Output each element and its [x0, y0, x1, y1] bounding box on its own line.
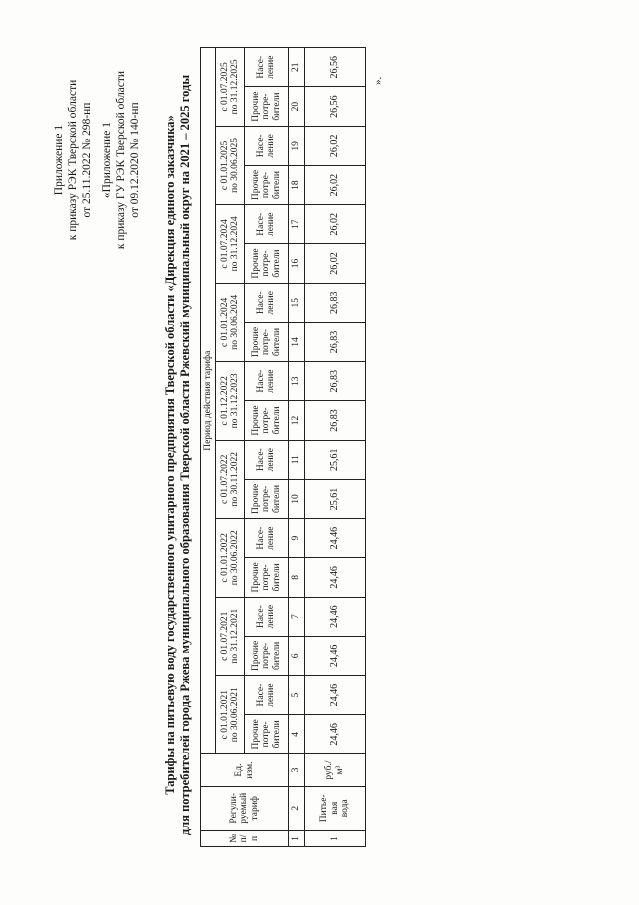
period-header: [216, 205, 244, 283]
column-number: 20: [289, 87, 304, 126]
header-other-line: Прочие: [250, 248, 261, 279]
column-number: 1: [289, 830, 304, 846]
appendix2-line: к приказу ГУ РЭК Тверской области: [115, 70, 127, 250]
header-other-line: потре-: [261, 485, 272, 512]
header-population-line: Насе-: [255, 134, 266, 158]
column-number: 10: [289, 479, 304, 518]
header-population-line: Насе-: [255, 369, 266, 393]
row-tariff-line: вая: [329, 801, 340, 815]
tariff-value: 26,56: [304, 48, 365, 87]
period-from: с 01.01.2025: [219, 140, 230, 191]
period-from: с 01.07.2022: [219, 454, 230, 504]
tariff-value: 26,83: [304, 322, 365, 361]
row-unit-line: м³: [334, 765, 345, 775]
header-population-line: Насе-: [255, 526, 266, 550]
header-unit-line: Ед.: [234, 763, 245, 777]
column-number: 4: [289, 715, 304, 754]
tariff-value: 26,56: [304, 87, 365, 126]
header-other-consumers: [244, 636, 289, 675]
header-other-line: Прочие: [250, 640, 261, 671]
column-number: 14: [289, 322, 304, 361]
header-population-line: ление: [266, 212, 277, 236]
row-unit: [304, 754, 365, 786]
header-population-line: Насе-: [255, 605, 266, 629]
header-population: [244, 126, 289, 165]
header-population-line: Насе-: [255, 683, 266, 707]
appendix1-line: к приказу РЭК Тверской области: [67, 79, 79, 241]
header-other-consumers: [244, 558, 289, 597]
header-population: [244, 283, 289, 322]
period-from: с 01.07.2021: [219, 611, 230, 661]
row-num: 1: [304, 830, 365, 846]
column-number: 3: [289, 754, 304, 786]
period-header: [216, 675, 244, 753]
appendix1-line: от 25.11.2022 № 298-нп: [81, 102, 93, 218]
header-other-line: потре-: [261, 328, 272, 356]
header-tariff-line: руемый: [239, 792, 250, 824]
period-to: по 31.12.2023: [229, 373, 240, 429]
column-number: 12: [289, 401, 304, 440]
period-from: с 01.12.2022: [219, 376, 230, 426]
header-other-line: бители: [271, 92, 282, 121]
header-other-line: бители: [271, 484, 282, 513]
period-to: по 31.12.2021: [229, 608, 240, 664]
period-from: с 01.01.2024: [219, 297, 230, 348]
title-line-2: для потребителей города Ржева муниципального образования Тверской области Ржевский муниципальный округ на 2021 – 2025 годы: [178, 74, 192, 836]
period-to: по 30.06.2025: [229, 137, 240, 193]
period-from: с 01.01.2022: [219, 533, 230, 583]
header-population-line: ление: [266, 134, 277, 158]
period-to: по 30.06.2021: [229, 687, 240, 743]
column-number: 17: [289, 205, 304, 244]
header-num-line: п/: [239, 834, 250, 843]
row-tariff-line: вода: [340, 799, 351, 818]
header-population: [244, 675, 289, 714]
header-population: [244, 205, 289, 244]
header-other-line: потре-: [261, 721, 272, 748]
header-population-line: ление: [266, 291, 277, 315]
tariff-value: 26,02: [304, 126, 365, 165]
header-other-line: Прочие: [250, 719, 261, 750]
header-other-line: Прочие: [250, 562, 261, 593]
header-other-line: Прочие: [250, 405, 261, 436]
period-to: по 30.06.2022: [229, 530, 240, 586]
header-other-line: Прочие: [250, 326, 261, 358]
header-population-line: Насе-: [255, 291, 266, 315]
tariff-value: 24,46: [304, 675, 365, 714]
header-tariff: [201, 786, 289, 830]
header-tariff-line: тариф: [249, 796, 260, 821]
header-other-line: бители: [271, 641, 282, 670]
header-other-consumers: [244, 165, 289, 204]
tariff-value: 26,02: [304, 165, 365, 204]
tariff-value: 26,83: [304, 401, 365, 440]
document-title: [163, 65, 193, 845]
appendix2-header: [100, 55, 142, 265]
period-to: по 30.06.2024: [229, 294, 240, 350]
header-other-line: потре-: [261, 564, 272, 591]
header-population-line: Насе-: [255, 448, 266, 472]
header-population-line: Насе-: [255, 212, 266, 236]
column-number: 19: [289, 126, 304, 165]
header-population: [244, 362, 289, 401]
tariff-value: 24,46: [304, 558, 365, 597]
header-population: [244, 597, 289, 636]
header-population: [244, 48, 289, 87]
header-other-consumers: [244, 87, 289, 126]
tariff-value: 24,46: [304, 636, 365, 675]
period-to: по 30.11.2022: [229, 452, 240, 507]
column-number: 18: [289, 165, 304, 204]
column-number: 9: [289, 519, 304, 558]
row-tariff-line: Питье-: [319, 794, 330, 823]
header-population: [244, 440, 289, 479]
header-other-consumers: [244, 715, 289, 754]
period-from: с 01.07.2025: [219, 62, 230, 112]
header-tariff-line: Регули-: [228, 792, 239, 824]
closing-quote: ».: [372, 76, 384, 85]
column-number: 2: [289, 786, 304, 830]
header-other-line: потре-: [261, 172, 272, 199]
period-header: [216, 597, 244, 675]
period-from: с 01.01.2021: [219, 690, 230, 740]
column-number: 15: [289, 283, 304, 322]
tariff-value: 26,02: [304, 205, 365, 244]
tariff-value: 24,46: [304, 597, 365, 636]
header-population-line: ление: [266, 448, 277, 472]
header-num-line: №: [228, 833, 239, 843]
header-population-line: ление: [266, 55, 277, 79]
column-number: 7: [289, 597, 304, 636]
column-number: 6: [289, 636, 304, 675]
header-other-consumers: [244, 401, 289, 440]
header-other-line: Прочие: [250, 169, 261, 201]
tariff-value: 24,46: [304, 715, 365, 754]
period-header: [216, 283, 244, 361]
tariff-value: 24,46: [304, 519, 365, 558]
tariff-value: 25,61: [304, 479, 365, 518]
tariff-value: 26,02: [304, 244, 365, 283]
header-other-line: бители: [271, 327, 282, 357]
column-number: 21: [289, 48, 304, 87]
row-tariff: [304, 786, 365, 830]
header-num: [201, 830, 289, 846]
header-unit: [201, 754, 289, 786]
period-header: [216, 519, 244, 597]
header-other-consumers: [244, 479, 289, 518]
header-other-line: бители: [271, 249, 282, 278]
appendix1-line: Приложение 1: [53, 124, 65, 196]
table-row: [304, 48, 365, 847]
header-other-line: бители: [271, 563, 282, 592]
appendix1-header: [52, 55, 94, 265]
appendix2-line: «Приложение 1: [101, 121, 113, 199]
column-number: 13: [289, 362, 304, 401]
header-other-line: бители: [271, 171, 282, 200]
header-population-line: ление: [266, 369, 277, 393]
header-other-consumers: [244, 322, 289, 361]
header-other-line: бители: [271, 720, 282, 749]
header-other-line: бители: [271, 406, 282, 435]
header-other-line: потре-: [261, 93, 272, 120]
header-period-group: Период действия тарифа: [201, 48, 216, 754]
period-header: [216, 48, 244, 127]
tariff-value: 25,61: [304, 440, 365, 479]
header-population: [244, 519, 289, 558]
header-other-line: Прочие: [250, 91, 261, 122]
header-population-line: ление: [266, 604, 277, 629]
column-number: 11: [289, 440, 304, 479]
tariff-value: 26,83: [304, 362, 365, 401]
header-other-line: потре-: [261, 250, 272, 277]
tariff-value: 26,83: [304, 283, 365, 322]
header-population-line: Насе-: [255, 55, 266, 79]
header-other-consumers: [244, 244, 289, 283]
header-population-line: ление: [266, 683, 277, 707]
period-header: [216, 440, 244, 518]
header-other-line: потре-: [261, 642, 272, 669]
header-population-line: ление: [266, 526, 277, 550]
period-header: [216, 126, 244, 204]
tariff-table: [200, 47, 366, 847]
title-line-1: Тарифы на питьевую воду государственного унитарного предприятия Тверской области «Дирекция единого заказчика»: [163, 115, 177, 795]
period-to: по 31.12.2025: [229, 59, 240, 115]
period-from: с 01.07.2024: [219, 219, 230, 269]
column-number: 16: [289, 244, 304, 283]
column-number: 8: [289, 558, 304, 597]
header-unit-line: изм.: [244, 761, 255, 779]
column-number: 5: [289, 675, 304, 714]
header-num-line: п: [249, 835, 260, 841]
appendix2-line: от 09.12.2020 № 140-нп: [129, 102, 141, 218]
period-header: [216, 362, 244, 440]
row-unit-line: руб./: [324, 760, 335, 780]
header-other-line: потре-: [261, 407, 272, 434]
header-other-line: Прочие: [250, 483, 261, 515]
period-to: по 31.12.2024: [229, 216, 240, 272]
